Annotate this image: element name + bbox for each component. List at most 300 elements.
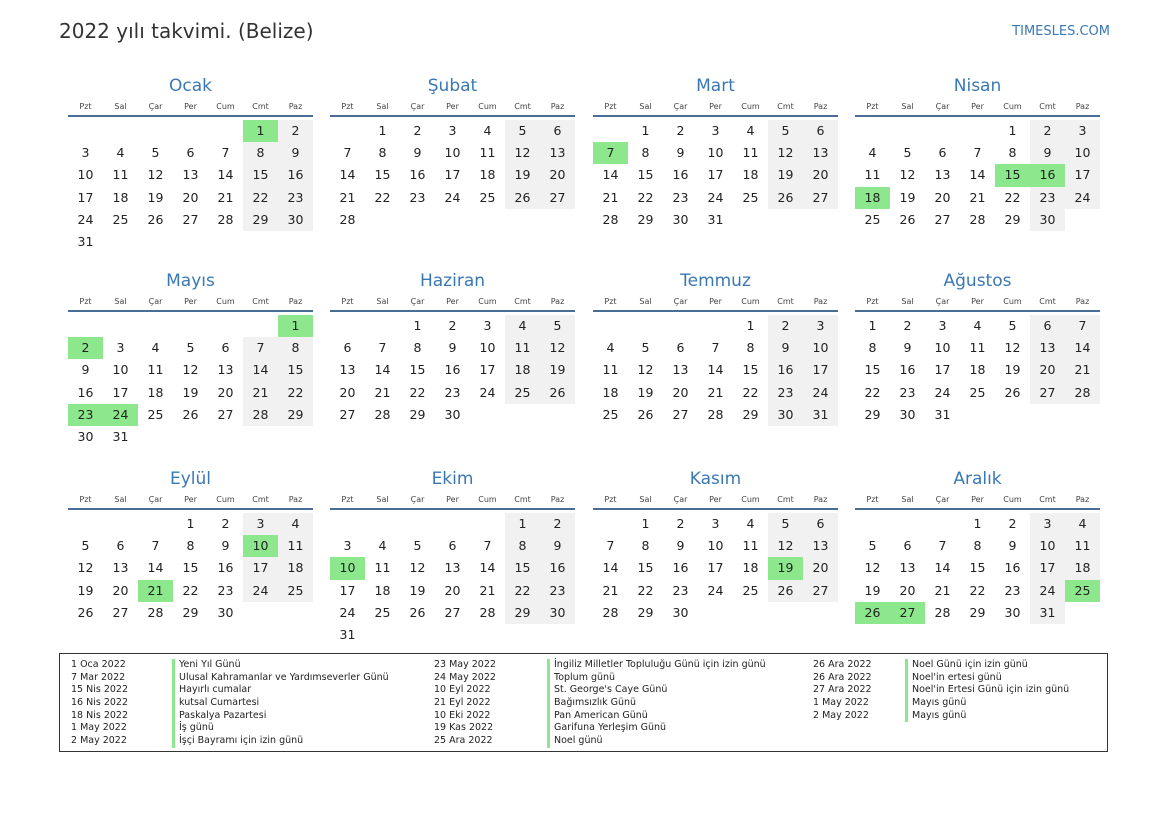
day-cell: 9	[676, 538, 685, 554]
day-cell: 23	[768, 382, 803, 404]
day-cell: 19	[637, 384, 654, 400]
weekday-label: Sal	[376, 495, 389, 504]
weekday-header	[855, 101, 1100, 117]
legend-row	[60, 672, 1107, 685]
day-cell: 25	[147, 406, 164, 422]
weekday-label: Pzt	[79, 102, 92, 111]
day-cell: 21	[934, 582, 951, 598]
day-cell: 16	[540, 557, 575, 579]
day-cell: 24	[707, 189, 724, 205]
day-cell: 19	[1004, 362, 1021, 378]
day-cell: 9	[278, 142, 313, 164]
day-cell: 13	[934, 167, 951, 183]
holiday-name: Bağımsızlık Günü	[547, 697, 636, 710]
day-cell: 30	[1030, 209, 1065, 231]
weekday-label: Paz	[288, 495, 303, 504]
day-cell: 5	[186, 340, 195, 356]
month-block	[593, 468, 838, 624]
holiday-day-cell: 16	[1030, 164, 1065, 186]
day-cell: 1	[641, 516, 650, 531]
weekday-label: Sal	[901, 495, 914, 504]
month-block	[68, 468, 313, 624]
holiday-date: 27 Ara 2022	[813, 684, 872, 696]
day-cell: 30	[672, 604, 689, 620]
weekday-label: Per	[971, 297, 984, 306]
weekday-header	[593, 296, 838, 312]
day-cell: 10	[707, 145, 724, 161]
day-cell: 15	[637, 167, 654, 183]
day-grid	[593, 315, 838, 426]
month-name: Eylül	[169, 469, 212, 489]
day-cell: 12	[899, 167, 916, 183]
day-cell: 20	[540, 164, 575, 186]
weekday-label: Çar	[148, 102, 163, 111]
day-cell: 20	[339, 384, 356, 400]
day-cell: 1	[378, 123, 387, 138]
day-cell: 11	[864, 167, 881, 183]
weekday-label: Çar	[410, 297, 425, 306]
empty-cell	[68, 315, 103, 337]
day-cell: 8	[186, 538, 195, 554]
day-cell: 23	[540, 580, 575, 602]
day-cell: 6	[186, 145, 195, 161]
weekday-label: Cmt	[514, 102, 531, 111]
holiday-day-cell: 15	[995, 164, 1030, 186]
month-name: Aralık	[953, 469, 1002, 489]
weekday-label: Cum	[741, 495, 760, 504]
day-cell: 22	[864, 384, 881, 400]
weekday-label: Çar	[935, 495, 950, 504]
day-cell: 2	[903, 318, 912, 333]
day-cell: 7	[483, 538, 492, 554]
day-cell: 4	[606, 340, 615, 356]
day-cell: 15	[505, 557, 540, 579]
empty-cell	[330, 120, 365, 142]
day-cell: 13	[339, 362, 356, 378]
day-cell: 23	[217, 582, 234, 598]
brand-link[interactable]: TIMESLES.COM	[1012, 24, 1110, 39]
day-cell: 17	[243, 557, 278, 579]
empty-cell	[663, 315, 698, 337]
day-cell: 22	[182, 582, 199, 598]
day-grid	[855, 513, 1100, 624]
day-cell: 25	[602, 406, 619, 422]
holiday-day-cell: 10	[330, 557, 365, 579]
holiday-day-cell: 23	[68, 404, 103, 426]
legend-row	[60, 722, 1107, 735]
day-cell: 6	[343, 340, 352, 356]
day-cell: 8	[278, 337, 313, 359]
day-cell: 22	[505, 580, 540, 602]
weekday-header	[330, 296, 575, 312]
holiday-name: Noel Günü için izin günü	[905, 659, 1028, 672]
day-cell: 15	[864, 362, 881, 378]
holiday-day-cell: 1	[278, 315, 313, 337]
day-cell: 8	[868, 340, 877, 356]
day-cell: 25	[479, 189, 496, 205]
day-cell: 22	[278, 382, 313, 404]
holiday-date: 2 May 2022	[71, 735, 127, 747]
day-cell: 17	[707, 167, 724, 183]
empty-cell	[138, 513, 173, 535]
empty-cell	[855, 120, 890, 142]
day-cell: 4	[378, 538, 387, 554]
day-cell: 16	[768, 359, 803, 381]
day-cell: 25	[742, 189, 759, 205]
day-cell: 9	[1008, 538, 1017, 554]
day-cell: 5	[768, 513, 803, 535]
empty-cell	[173, 120, 208, 142]
day-cell: 19	[147, 189, 164, 205]
day-cell: 24	[1065, 187, 1100, 209]
day-cell: 8	[243, 142, 278, 164]
day-cell: 29	[1004, 211, 1021, 227]
day-cell: 14	[602, 560, 619, 576]
day-cell: 2	[676, 516, 685, 531]
day-cell: 5	[1008, 318, 1017, 333]
empty-cell	[435, 513, 470, 535]
day-cell: 8	[641, 145, 650, 161]
day-cell: 13	[540, 142, 575, 164]
day-cell: 17	[1030, 557, 1065, 579]
day-cell: 21	[602, 189, 619, 205]
day-cell: 18	[742, 167, 759, 183]
day-cell: 22	[637, 582, 654, 598]
day-cell: 1	[641, 123, 650, 138]
empty-cell	[138, 120, 173, 142]
day-cell: 31	[1030, 602, 1065, 624]
day-cell: 9	[676, 145, 685, 161]
weekday-label: Çar	[410, 495, 425, 504]
month-name: Ocak	[169, 76, 212, 96]
day-cell: 17	[77, 189, 94, 205]
day-cell: 27	[217, 406, 234, 422]
day-cell: 22	[637, 189, 654, 205]
day-cell: 27	[1030, 382, 1065, 404]
empty-cell	[103, 513, 138, 535]
day-cell: 18	[278, 557, 313, 579]
day-cell: 14	[147, 560, 164, 576]
weekday-label: Cmt	[1039, 495, 1056, 504]
day-grid	[593, 120, 838, 231]
day-cell: 29	[182, 604, 199, 620]
holiday-date: 18 Nis 2022	[71, 709, 128, 721]
day-cell: 7	[973, 145, 982, 161]
day-cell: 2	[1008, 516, 1017, 531]
month-name: Şubat	[427, 76, 478, 96]
holiday-name: Hayırlı cumalar	[172, 684, 251, 697]
weekday-label: Sal	[114, 297, 127, 306]
weekday-label: Çar	[148, 297, 163, 306]
weekday-label: Pzt	[604, 102, 617, 111]
day-cell: 15	[278, 359, 313, 381]
day-cell: 29	[243, 209, 278, 231]
day-cell: 30	[672, 211, 689, 227]
day-cell: 14	[243, 359, 278, 381]
day-cell: 10	[707, 538, 724, 554]
holiday-date: 7 Mar 2022	[71, 671, 126, 683]
month-name: Mart	[696, 76, 735, 96]
day-cell: 12	[182, 362, 199, 378]
day-grid	[330, 120, 575, 231]
empty-cell	[890, 513, 925, 535]
weekday-label: Per	[709, 495, 722, 504]
day-grid	[68, 120, 313, 253]
day-cell: 15	[182, 560, 199, 576]
day-cell: 31	[707, 211, 724, 227]
day-cell: 7	[343, 145, 352, 161]
day-cell: 18	[479, 167, 496, 183]
day-cell: 7	[151, 538, 160, 554]
day-cell: 30	[217, 604, 234, 620]
day-cell: 10	[803, 337, 838, 359]
legend-row	[60, 735, 1107, 748]
day-cell: 21	[339, 189, 356, 205]
weekday-label: Cum	[1003, 102, 1022, 111]
day-cell: 4	[973, 318, 982, 333]
month-name: Ekim	[431, 469, 474, 489]
weekday-header	[593, 494, 838, 510]
weekday-label: Cmt	[777, 102, 794, 111]
day-cell: 22	[742, 384, 759, 400]
day-cell: 2	[1030, 120, 1065, 142]
month-block	[593, 75, 838, 231]
day-cell: 17	[444, 167, 461, 183]
day-cell: 28	[147, 604, 164, 620]
weekday-header	[330, 494, 575, 510]
weekday-header	[855, 296, 1100, 312]
weekday-label: Pzt	[604, 297, 617, 306]
weekday-label: Cum	[741, 297, 760, 306]
day-cell: 22	[243, 187, 278, 209]
day-cell: 21	[217, 189, 234, 205]
weekday-label: Cmt	[514, 297, 531, 306]
day-cell: 23	[899, 384, 916, 400]
weekday-label: Paz	[288, 102, 303, 111]
holiday-date: 2 May 2022	[813, 709, 869, 721]
day-cell: 16	[77, 384, 94, 400]
day-cell: 1	[973, 516, 982, 531]
day-cell: 19	[77, 582, 94, 598]
month-name: Ağustos	[943, 271, 1012, 291]
day-cell: 10	[1065, 142, 1100, 164]
day-cell: 23	[278, 187, 313, 209]
day-cell: 30	[278, 209, 313, 231]
month-block	[330, 270, 575, 426]
weekday-header	[68, 494, 313, 510]
day-cell: 1	[413, 318, 422, 333]
day-cell: 12	[147, 167, 164, 183]
day-cell: 18	[147, 384, 164, 400]
day-cell: 4	[746, 516, 755, 531]
day-cell: 23	[444, 384, 461, 400]
day-cell: 21	[1065, 359, 1100, 381]
month-name: Haziran	[419, 271, 486, 291]
day-cell: 6	[803, 513, 838, 535]
day-cell: 4	[746, 123, 755, 138]
empty-cell	[330, 315, 365, 337]
day-cell: 5	[151, 145, 160, 161]
day-cell: 29	[969, 604, 986, 620]
month-block	[855, 75, 1100, 231]
day-cell: 8	[746, 340, 755, 356]
weekday-label: Sal	[639, 495, 652, 504]
day-cell: 13	[899, 560, 916, 576]
weekday-label: Paz	[813, 102, 828, 111]
empty-cell	[960, 120, 995, 142]
empty-cell	[698, 315, 733, 337]
empty-cell	[103, 120, 138, 142]
holiday-name: Toplum günü	[547, 672, 615, 685]
month-block	[330, 75, 575, 231]
holiday-name: Noel günü	[547, 735, 603, 748]
day-cell: 12	[768, 535, 803, 557]
weekday-label: Sal	[114, 495, 127, 504]
day-cell: 24	[77, 211, 94, 227]
day-cell: 20	[803, 164, 838, 186]
day-cell: 8	[1008, 145, 1017, 161]
day-cell: 14	[374, 362, 391, 378]
weekday-label: Per	[446, 495, 459, 504]
empty-cell	[925, 513, 960, 535]
day-cell: 21	[602, 582, 619, 598]
day-cell: 7	[711, 340, 720, 356]
day-cell: 27	[444, 604, 461, 620]
month-name: Temmuz	[680, 271, 751, 291]
day-cell: 9	[81, 362, 90, 378]
weekday-label: Paz	[1075, 297, 1090, 306]
empty-cell	[208, 315, 243, 337]
day-cell: 4	[278, 513, 313, 535]
day-cell: 4	[505, 315, 540, 337]
day-cell: 29	[278, 404, 313, 426]
empty-cell	[470, 513, 505, 535]
weekday-label: Çar	[148, 495, 163, 504]
weekday-label: Çar	[935, 102, 950, 111]
day-cell: 1	[505, 513, 540, 535]
day-cell: 28	[707, 406, 724, 422]
day-cell: 4	[116, 145, 125, 161]
day-cell: 31	[77, 233, 94, 249]
legend-row	[60, 710, 1107, 723]
day-cell: 13	[444, 560, 461, 576]
day-cell: 15	[409, 362, 426, 378]
day-cell: 26	[768, 187, 803, 209]
day-cell: 1	[1008, 123, 1017, 138]
weekday-label: Cmt	[514, 495, 531, 504]
day-grid	[330, 315, 575, 426]
weekday-label: Paz	[813, 495, 828, 504]
day-cell: 25	[742, 582, 759, 598]
empty-cell	[628, 315, 663, 337]
holiday-name: Ulusal Kahramanlar ve Yardımseverler Günü	[172, 672, 389, 685]
weekday-label: Paz	[288, 297, 303, 306]
day-cell: 18	[1065, 557, 1100, 579]
weekday-label: Çar	[673, 102, 688, 111]
day-cell: 18	[505, 359, 540, 381]
weekday-label: Per	[184, 297, 197, 306]
empty-cell	[890, 120, 925, 142]
holiday-name: kutsal Cumartesi	[172, 697, 259, 710]
day-cell: 4	[868, 145, 877, 161]
day-cell: 7	[1065, 315, 1100, 337]
weekday-label: Pzt	[604, 495, 617, 504]
day-cell: 16	[278, 164, 313, 186]
day-cell: 28	[339, 211, 356, 227]
day-cell: 21	[374, 384, 391, 400]
day-cell: 2	[278, 120, 313, 142]
empty-cell	[103, 315, 138, 337]
day-cell: 22	[969, 582, 986, 598]
day-cell: 21	[243, 382, 278, 404]
weekday-label: Cum	[741, 102, 760, 111]
weekday-label: Pzt	[79, 495, 92, 504]
weekday-label: Cmt	[1039, 102, 1056, 111]
day-grid	[68, 513, 313, 624]
day-cell: 19	[540, 359, 575, 381]
day-cell: 22	[374, 189, 391, 205]
day-cell: 29	[409, 406, 426, 422]
day-cell: 7	[938, 538, 947, 554]
day-cell: 11	[505, 337, 540, 359]
empty-cell	[138, 315, 173, 337]
day-cell: 28	[934, 604, 951, 620]
day-cell: 15	[969, 560, 986, 576]
day-cell: 25	[864, 211, 881, 227]
day-cell: 24	[707, 582, 724, 598]
legend-row	[60, 684, 1107, 697]
day-cell: 25	[112, 211, 129, 227]
day-cell: 8	[641, 538, 650, 554]
day-cell: 8	[413, 340, 422, 356]
day-cell: 12	[768, 142, 803, 164]
day-cell: 14	[934, 560, 951, 576]
holiday-name: Garifuna Yerleşim Günü	[547, 722, 666, 735]
holiday-date: 23 May 2022	[434, 659, 496, 670]
empty-cell	[593, 120, 628, 142]
day-cell: 23	[409, 189, 426, 205]
holiday-day-cell: 2	[68, 337, 103, 359]
day-cell: 25	[374, 604, 391, 620]
day-cell: 3	[1030, 513, 1065, 535]
day-cell: 11	[147, 362, 164, 378]
day-cell: 30	[77, 428, 94, 444]
weekday-label: Çar	[673, 495, 688, 504]
day-cell: 19	[505, 164, 540, 186]
day-cell: 20	[672, 384, 689, 400]
day-cell: 27	[803, 187, 838, 209]
day-cell: 13	[1030, 337, 1065, 359]
legend-row	[60, 697, 1107, 710]
day-cell: 28	[1065, 382, 1100, 404]
holiday-name: İngiliz Milletler Topluluğu Günü için izin günü	[547, 659, 766, 672]
day-cell: 3	[1065, 120, 1100, 142]
weekday-label: Cum	[478, 102, 497, 111]
day-cell: 30	[899, 406, 916, 422]
day-grid	[855, 315, 1100, 426]
day-cell: 14	[217, 167, 234, 183]
day-cell: 30	[444, 406, 461, 422]
day-cell: 15	[637, 560, 654, 576]
day-cell: 14	[339, 167, 356, 183]
day-cell: 21	[707, 384, 724, 400]
weekday-label: Çar	[673, 297, 688, 306]
holiday-name: Mayıs günü	[905, 697, 966, 710]
day-cell: 5	[768, 120, 803, 142]
day-cell: 3	[343, 538, 352, 554]
day-cell: 3	[711, 516, 720, 531]
empty-cell	[243, 315, 278, 337]
